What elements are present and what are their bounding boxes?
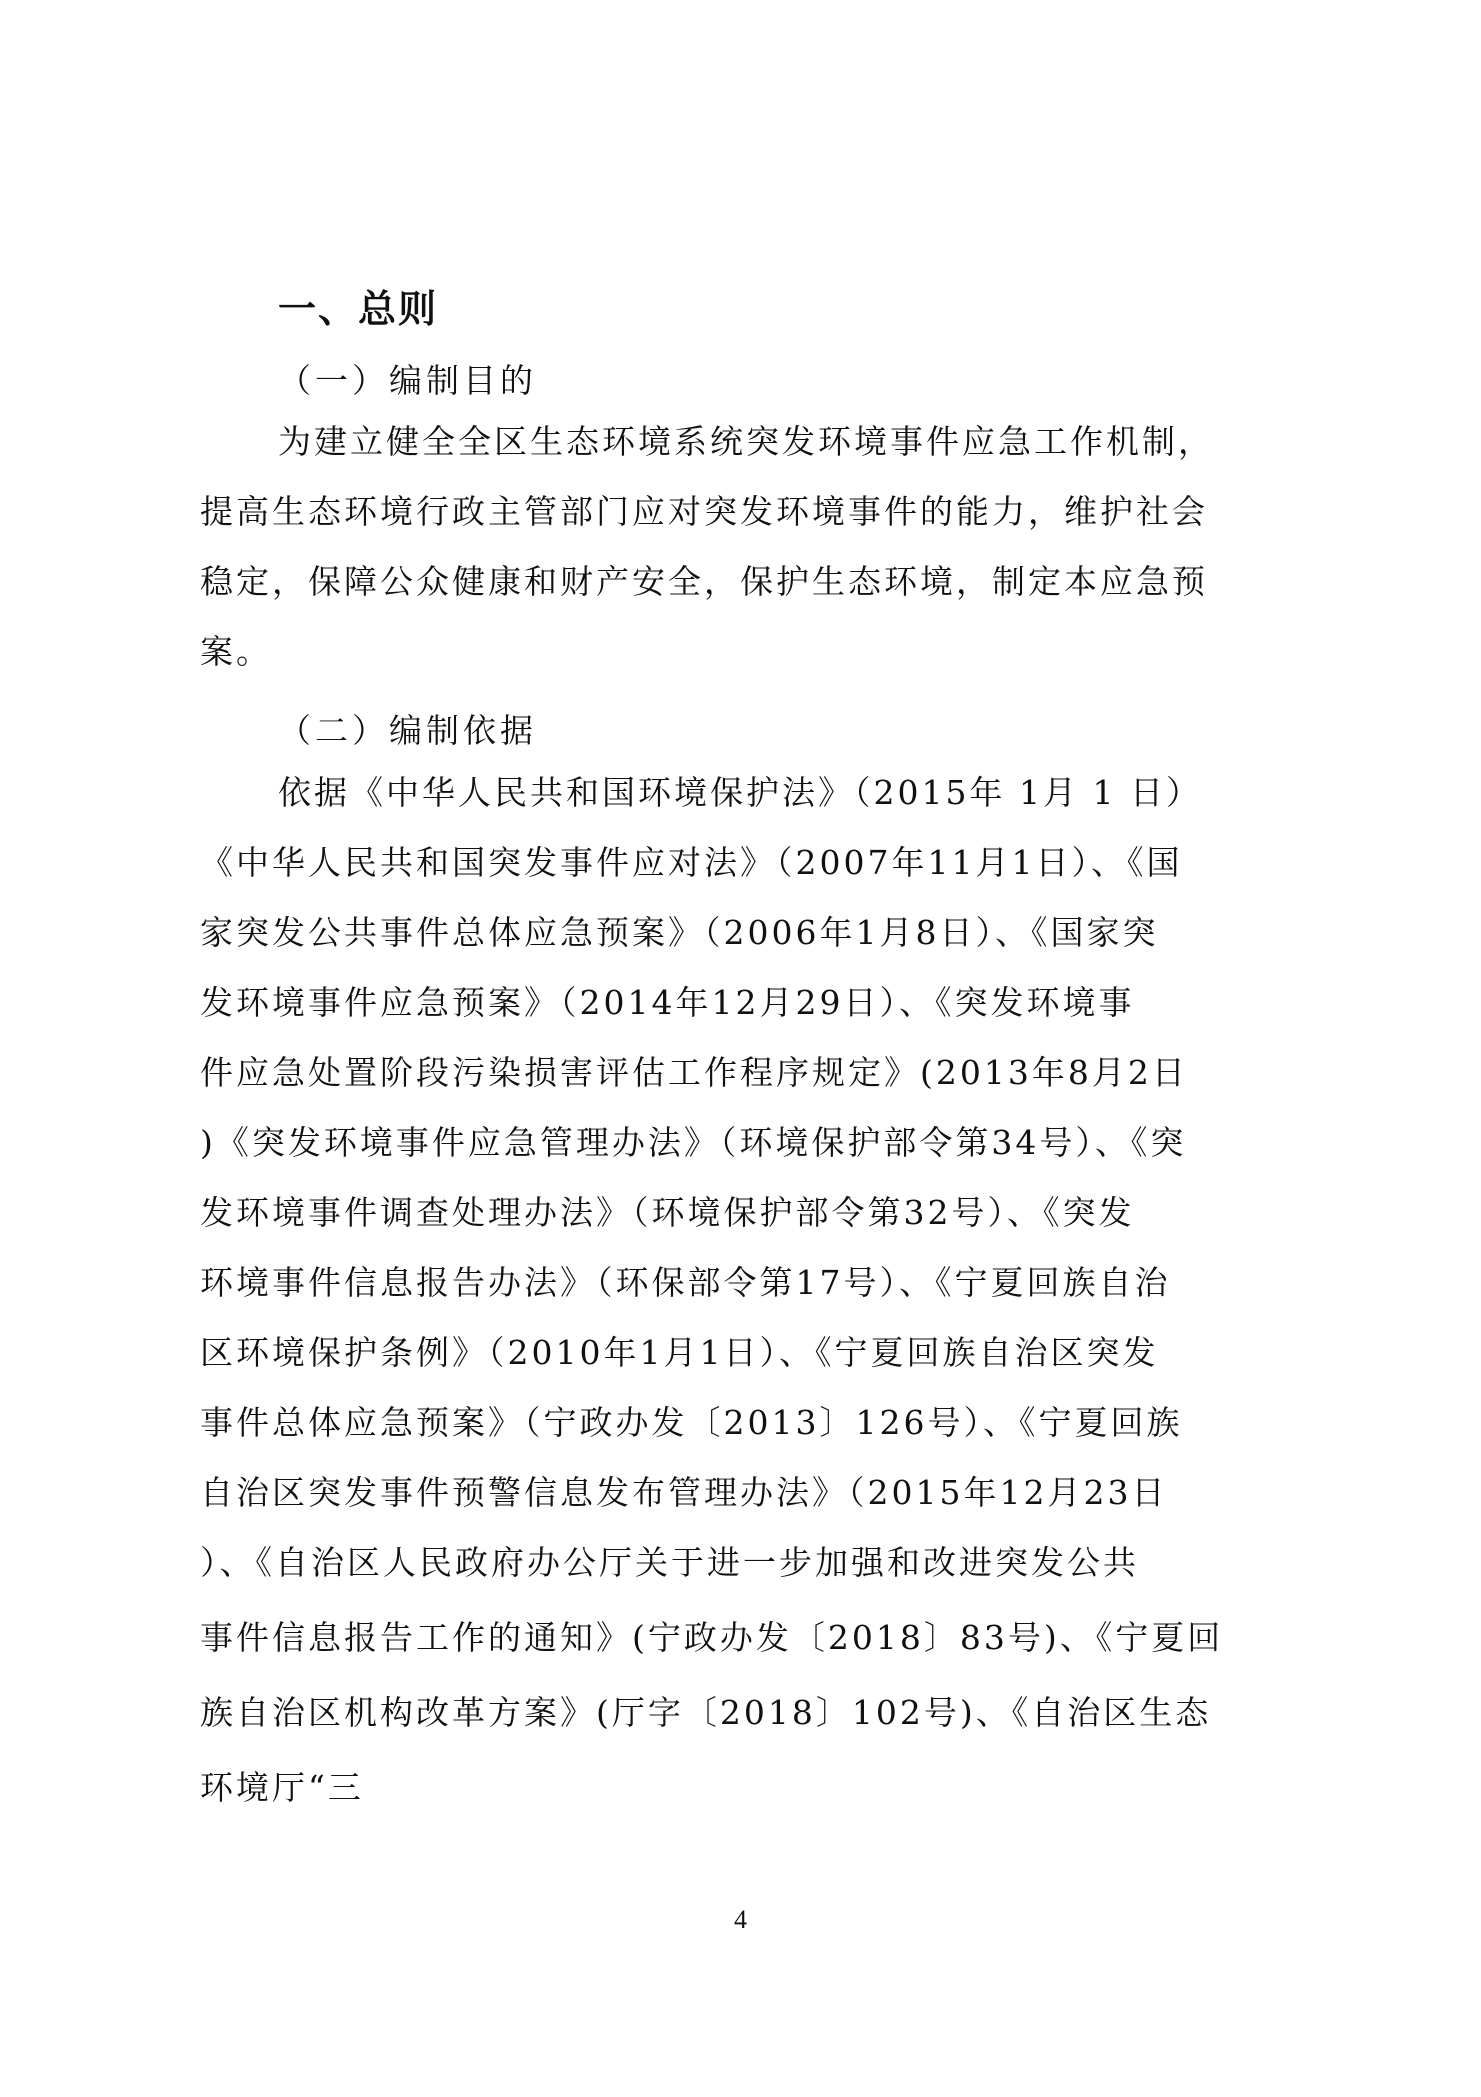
basis-line-13: 事件信息报告工作的通知》(宁政办发〔2018〕83号)、《宁夏回 bbox=[200, 1618, 1224, 1657]
basis-heading: （二）编制依据 bbox=[278, 711, 537, 750]
purpose-line-1: 为建立健全全区生态环境系统突发环境事件应急工作机制， bbox=[278, 422, 1214, 461]
basis-line-11: 自治区突发事件预警信息发布管理办法》（2015年12月23日 bbox=[200, 1473, 1168, 1512]
basis-line-9: 区环境保护条例》（2010年1月1日）、《宁夏回族自治区突发 bbox=[200, 1333, 1159, 1372]
basis-line-15: 环境厅“三 bbox=[200, 1768, 364, 1807]
basis-line-1: 依据《中华人民共和国环境保护法》（2015年 1月 1 日） bbox=[278, 773, 1202, 812]
basis-line-4: 发环境事件应急预案》（2014年12月29日）、《突发环境事 bbox=[200, 983, 1135, 1022]
purpose-heading: （一）编制目的 bbox=[278, 361, 537, 400]
basis-line-3: 家突发公共事件总体应急预案》（2006年1月8日）、《国家突 bbox=[200, 913, 1159, 952]
basis-line-12: ）、《自治区人民政府办公厅关于进一步加强和改进突发公共 bbox=[200, 1543, 1139, 1582]
section-heading: 一、总则 bbox=[278, 287, 439, 331]
basis-line-5: 件应急处置阶段污染损害评估工作程序规定》(2013年8月2日 bbox=[200, 1053, 1188, 1092]
basis-line-2: 《中华人民共和国突发事件应对法》（2007年11月1日）、《国 bbox=[200, 843, 1183, 882]
basis-line-10: 事件总体应急预案》（宁政办发〔2013〕126号）、《宁夏回族 bbox=[200, 1403, 1183, 1442]
basis-line-6: )《突发环境事件应急管理办法》（环境保护部令第34号）、《突 bbox=[200, 1123, 1187, 1162]
purpose-line-4: 案。 bbox=[200, 632, 272, 671]
basis-line-8: 环境事件信息报告办法》（环保部令第17号）、《宁夏回族自治 bbox=[200, 1263, 1171, 1302]
basis-line-7: 发环境事件调查处理办法》（环境保护部令第32号）、《突发 bbox=[200, 1193, 1135, 1232]
page-number: 4 bbox=[734, 1905, 747, 1934]
basis-line-14: 族自治区机构改革方案》(厅字〔2018〕102号)、《自治区生态 bbox=[200, 1693, 1212, 1732]
purpose-line-2: 提高生态环境行政主管部门应对突发环境事件的能力，维护社会 bbox=[200, 492, 1208, 531]
purpose-line-3: 稳定，保障公众健康和财产安全，保护生态环境，制定本应急预 bbox=[200, 562, 1208, 601]
